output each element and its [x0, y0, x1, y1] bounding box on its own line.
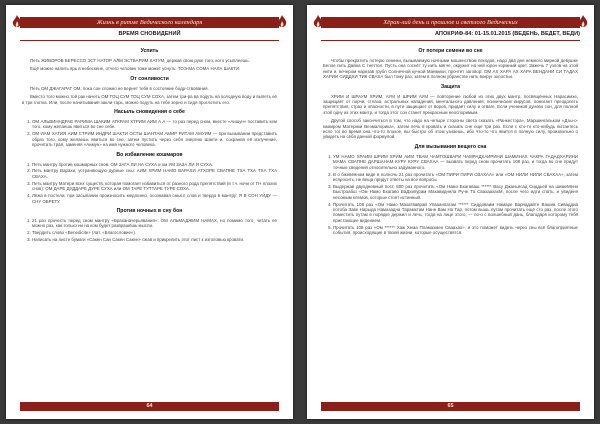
- list-item: 1. УМ НАМО ХРАИМ ШРИМ ХРИМ АИМ ТВАМ ЧАМТОШВАРИ ЧАМРАДХАИРИНИ ШАМИНАХ ЧАКРА ГАДАДХАРИНИ МАМА СВАПНЕ ДАРШАНАМ КУРУ КУРУ СВАХАА — вызвать перед сном прочитать 108 раз, и тогда во сне придут точные сведения относительно задуманного.: [333, 154, 578, 170]
- page-subheader: АПОКРИФ-84: 01-15.01.2015 (ВЕДЕНЬ, ВЕДЕТ, ВЕДИ): [434, 31, 580, 37]
- page-header: Жизнь в ритме Ведического календаря: [20, 17, 279, 28]
- list-item: 3. Написать на листе бумаги «Сакен Сан Сакен Сакен» сжав и прикрепить этот лист к изголовью кровати.: [32, 237, 277, 242]
- section-title: Успить: [140, 48, 159, 54]
- list-item: 2. В о бжевённом виде в полночь 21 раз прочитать «ОМ ПИРИ ПИРИ СВАХАА» или «ОМ НИЛИ НИЛИ СВАХАА», затем испросить, не веща придут ответы на все вопросы.: [333, 172, 578, 183]
- list-item: 4. Лёжа в постели, при засыпании произносить медленно, осознавая смысл слов и твердо в мантру: Я В СОН УЙДУ — СНУ ОБРЕТУ.: [32, 193, 277, 204]
- page-content: [22, 44, 277, 395]
- page-header: Хёрак-лий день и прошлое и светлого Ведических: [321, 17, 580, 28]
- paragraph: Петь ОМ ДЖАГАРАТ ОМ, пока сон сложно не вернет тебя в состояние бодр-ствования.: [30, 85, 209, 91]
- section-title: От сонливости: [130, 75, 169, 82]
- list-item: 2. ОМ ИАМ ХАТИЯ АИМ СТРИМ ИНДРИ ШАКТИ ОСТЫ ШАНТАМ АМИР РИТАМ АМУИМ — при вызывании представить образ того, кому желаешь явиться во сне, затем пустить через себя энергию Шакти и, сохраняя её излучение, прочитать трая, заменяя «Аимун» на имя нужного человека.: [32, 131, 277, 147]
- list-item: 5. Прочитать 108 раз «Ом ****** Хаж Хема Пламахмен Сваахах», и это поможет видеть через сны всё благоприятные события, происходящие в твоей жизни, которые осуществятся.: [333, 225, 578, 236]
- section-title: От потери семени во сне: [418, 48, 483, 54]
- page-number: 64: [20, 402, 279, 411]
- paragraph: Другой способ закончиться в том, что надо на четыре стороны света сказать «Ранкестэра», Маршингальком «Дзы-о-камиром Материки Веэмалорика», затем лечь в кровать и сказать сне еще три раз. Если с кто-то кто-нибудь пытаетесь испо тог во время она что-то плохое, вы быстро об этом узнаешь, ибо что-то что явится в полную силу, произвольно о увидеть на себя данной формулой.: [323, 118, 578, 140]
- page-number: 65: [321, 402, 580, 411]
- section-title: Защита: [440, 83, 461, 90]
- numbered-list: [22, 218, 277, 243]
- list-item: 3. Петь мантру Матери всех существ, которая помогает избавиться от разного рода препятствий (в т.ч. ночи от ГН плохих снов): ОМ ДАРЕ ДУДДАРЕ ДУРЕ СУХА или ОМ ТАРЕ ТУТТАРЕ ТУРЕ СОХА.: [32, 181, 277, 192]
- list-item: 3. Выдержав двухдневный пост, 800 раз прочитать «Ом Намо Бхагаваш ****** Васу Джаньясад Сиддьей на шимеМени Быстроабш «Ом Намо Бхагаво ВаДхипурам Махавидняла Руче Та СвахаахахМ, после чего идти спать, и увиденн несомым клемов, которые стоят истинный.: [333, 184, 578, 200]
- header-divider: [321, 40, 580, 41]
- section-title: Против ночных в сну бон: [116, 207, 183, 214]
- list-item: 4. Прочитать 108 раз «Ом Намо Махатваврай Упааанпатам ****** Сиддоваим Намаре Варнадайте Вашиа Сиваддиа потоба Заве Нарыда Намазадна Тарамхтам Нанн Вам На Тар, потом вышь путам прочитать ещё сто раз, после этого поместить путам в порядке держил и лечь, тогда на лице этого, — по-о с волшебный дань, благодаря которому тебя пристающее видением.: [333, 202, 578, 224]
- list-item: 1. 21 раз прочесть перед сном мантру «Браханачерьявания»: ОМ АЛЬМАДЖИМ НАМАХ, но помимо того, читать её можно раз, как только ни на ком будет разврашёшь мысли.: [32, 218, 277, 229]
- page-subheader: ВРЕМЯ СНОВИДЕНИЙ: [118, 31, 181, 37]
- header-divider: [20, 40, 279, 41]
- paragraph: Петь ЖИВОРОВ БЕРЕССО ЭСТ НАТОР АЛМ ЭСТБАРИМ ХАТУМ, держав свою руке того, кото усыплеешь.: [30, 58, 250, 63]
- section-title: Во избавление кошмаров: [116, 151, 183, 158]
- numbered-list: [323, 154, 578, 236]
- list-item: 2. Петь мантру Варахи, устраняющую дурные сны: АИМ ХРИМ НАМО ВАРАХИ АТХОРЕ СВАПНЕ ТХА ТХА ТХА ТХА СВАХА.: [32, 168, 277, 179]
- paragraph: Чтобы прекратить потерю семени, вызываемую ночными мошенством пеходов, надо два дня немного мирной девушке Белое пить Дайна С тнеттел. Пусть она соснёт ту нить мягче, окружит на ней юрон кормный цвет. Зажечь 7 узлов на этой нити и, вечером нарезав грубл Солнечной кучкой Манмихи, прочтёт заговор: ОМ АХ ХАРА АХ ХАРА ВЕНДАНИ СИ ТАДАХ ХАРИИ СИДДХИ ТИК СВАХА был тому раз; затем в полном убранстве нить вокруг золостьи.: [323, 58, 578, 80]
- list-item: 1. ОМ АЛЬВИННДРАЕ РАРИМА ШАКИМ АТКРАМ ХТРИМ АИМ А А — то раз перед сном, внесте «Аишун» поставить кем того, кому желаешь явиться во сне себе.: [32, 119, 277, 130]
- numbered-list: [22, 162, 277, 204]
- paragraph: ХРИМ И ШРАУМ ХРИМ, АУМ И ШРИМ АУМ — повторение любой из этих двух мантр, посвящённых Нарасимхе, защищает от порчи, стлаза, астральных нападений, ментального давления, психических вирусов, помогает преодолеть препятствия, страх и опасности, в пути защищает от воров, придаёт силу и отваге. Если учеников дуново сон, для полной этой одну из этих мантр, и тогда этот сон станет прекрасным неоспоримым.: [323, 93, 578, 115]
- section-title: Для вызывания вещего сна: [414, 143, 487, 150]
- right-page: [307, 5, 594, 419]
- page-content: [323, 44, 578, 395]
- list-item: 2. Твердить слово «Benedicite» (лат. «Благословие»).: [32, 230, 277, 235]
- section-title: Насыль сновидения о себе: [114, 109, 185, 116]
- list-item: 1. Петь мантру против кошмарных снов: ОМ ЗАГА ЛИ НА СУХА и ом УМ ЗАЗА ЛИ Я СУХА.: [32, 162, 277, 167]
- left-page: [6, 5, 293, 419]
- numbered-list: [22, 119, 277, 148]
- paragraph: Ещё можно налить ярь в небескене, отчего человек тоже может уснуть: ТОЭ-МА СОМА НАЛА ШАКТИ.: [30, 66, 241, 72]
- paragraph: Вместо того можно той рак начеть ОМ ТОЦ СУМ ТОЦ СУМ СОХА, затем три-ра ва подуть на холодную воду и выпеть её в три глотка. Или, после начитывания закли-тарь, можно подуть на тебе зерно и сидя проглотить его.: [22, 94, 277, 105]
